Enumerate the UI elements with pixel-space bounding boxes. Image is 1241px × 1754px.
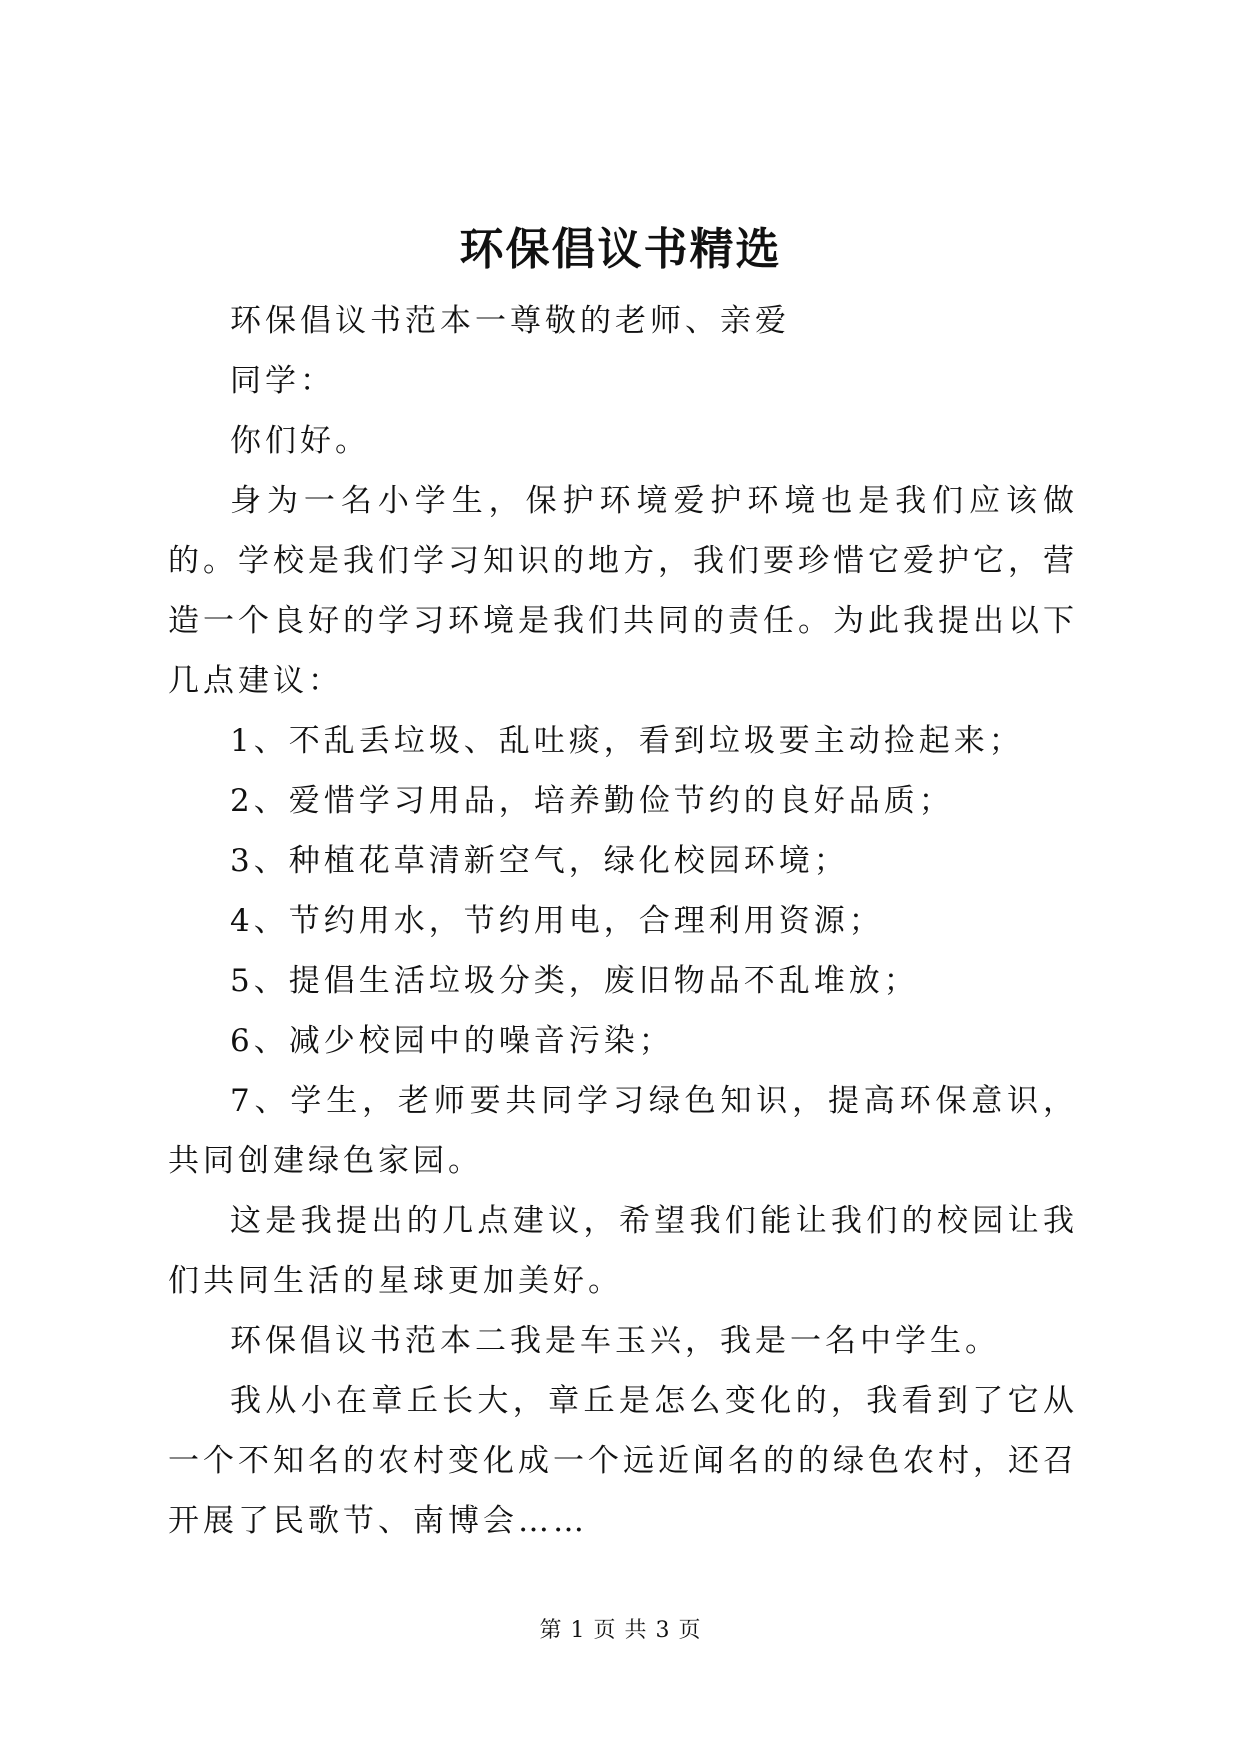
paragraph: 你们好。 (230, 423, 370, 459)
list-item: 4、节约用水，节约用电，合理利用资源； (230, 903, 884, 939)
paragraph: 环保倡议书范本一尊敬的老师、亲爱 (230, 303, 790, 339)
document-body (168, 291, 1078, 1551)
document-title: 环保倡议书精选 (459, 224, 782, 275)
list-item: 3、种植花草清新空气，绿化校园环境； (230, 843, 849, 879)
paragraph: 环保倡议书范本二我是车玉兴，我是一名中学生。 (230, 1323, 1000, 1359)
list-item: 1、不乱丢垃圾、乱吐痰，看到垃圾要主动捡起来； (230, 723, 1024, 759)
paragraph: 我从小在章丘长大，章丘是怎么变化的，我看到了它从一个不知名的农村变化成一个远近闻名的的绿色农村，还召开展了民歌节、南博会…… (168, 1383, 1078, 1539)
list-item: 5、提倡生活垃圾分类，废旧物品不乱堆放； (230, 963, 919, 999)
list-item: 2、爱惜学习用品，培养勤俭节约的良好品质； (230, 783, 954, 819)
list-item: 7、学生，老师要共同学习绿色知识，提高环保意识，共同创建绿色家园。 (168, 1083, 1078, 1179)
paragraph: 身为一名小学生，保护环境爱护环境也是我们应该做的。学校是我们学习知识的地方，我们要珍惜它爱护它，营造一个良好的学习环境是我们共同的责任。为此我提出以下几点建议： (168, 483, 1078, 699)
paragraph: 同学： (230, 363, 335, 399)
list-item: 6、减少校园中的噪音污染； (230, 1023, 674, 1059)
paragraph: 这是我提出的几点建议，希望我们能让我们的校园让我们共同生活的星球更加美好。 (168, 1203, 1078, 1299)
page-footer: 第 1 页 共 3 页 (539, 1618, 702, 1643)
